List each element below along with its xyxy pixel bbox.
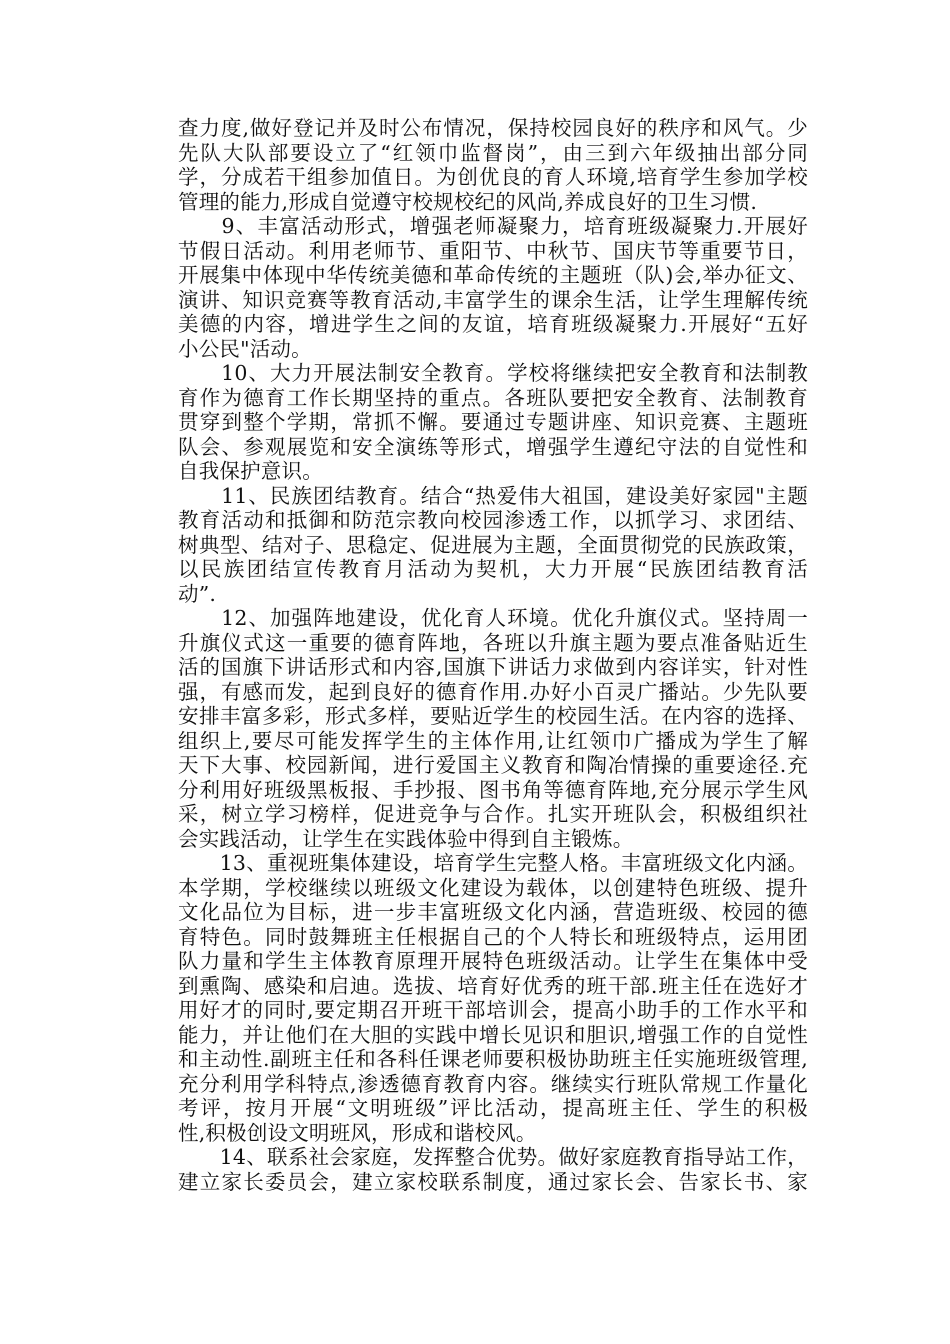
- text-line: 12、加强阵地建设，优化育人环境。优化升旗仪式。坚持周一: [178, 606, 808, 630]
- text-line: 建立家长委员会，建立家校联系制度，通过家长会、告家长书、家: [178, 1169, 808, 1194]
- text-line: 树典型、结对子、思稳定、促进展为主题，全面贯彻党的民族政策，: [178, 532, 808, 557]
- text-line: 先队大队部要设立了“红领巾监督岗”，由三到六年级抽出部分同: [178, 140, 808, 165]
- text-line: 查力度,做好登记并及时公布情况，保持校园良好的秩序和风气。少: [178, 116, 808, 140]
- text-line: 到熏陶、感染和启迪。选拔、培育好优秀的班干部.班主任在选好才: [178, 973, 808, 998]
- text-line: 能力，并让他们在大胆的实践中增长见识和胆识,增强工作的自觉性: [178, 1022, 808, 1047]
- paragraph: [178, 606, 808, 851]
- text-line: 美德的内容，增进学生之间的友谊，培育班级凝聚力.开展好“五好: [178, 312, 808, 336]
- text-line: 14、联系社会家庭，发挥整合优势。做好家庭教育指导站工作，: [178, 1145, 808, 1169]
- text-line: 组织上,要尽可能发挥学生的主体作用,让红领巾广播成为学生了解: [178, 728, 808, 753]
- text-line: 活的国旗下讲话形式和内容,国旗下讲话力求做到内容详实，针对性: [178, 655, 808, 679]
- text-line: 演讲、知识竞赛等教育活动,丰富学生的课余生活，让学生理解传统: [178, 287, 808, 312]
- text-line: 10、大力开展法制安全教育。学校将继续把安全教育和法制教: [178, 361, 808, 385]
- text-line: 11、民族团结教育。结合“热爱伟大祖国，建设美好家园"主题: [178, 483, 808, 508]
- text-line: 队力量和学生主体教育原理开展特色班级活动。让学生在集体中受: [178, 949, 808, 973]
- text-line: 队会、参观展览和安全演练等形式，增强学生遵纪守法的自觉性和: [178, 434, 808, 459]
- paragraph: [178, 116, 808, 214]
- text-line: 动”.: [178, 581, 217, 606]
- text-line: 和主动性.副班主任和各科任课老师要积极协助班主任实施班级管理,: [178, 1047, 808, 1071]
- text-line: 分利用好班级黑板报、手抄报、图书角等德育阵地,充分展示学生风: [178, 777, 808, 802]
- text-line: 本学期，学校继续以班级文化建设为载体，以创建特色班级、提升: [178, 875, 808, 900]
- text-line: 充分利用学科特点,渗透德育教育内容。继续实行班队常规工作量化: [178, 1071, 808, 1096]
- text-line: 13、重视班集体建设，培育学生完整人格。丰富班级文化内涵。: [178, 851, 808, 875]
- text-line: 自我保护意识。: [178, 459, 323, 483]
- text-line: 贯穿到整个学期，常抓不懈。要通过专题讲座、知识竞赛、主题班: [178, 410, 808, 434]
- text-line: 天下大事、校园新闻，进行爱国主义教育和陶冶情操的重要途径.充: [178, 753, 808, 777]
- text-line: 升旗仪式这一重要的德育阵地，各班以升旗主题为要点准备贴近生: [178, 630, 808, 655]
- paragraph: [178, 1145, 808, 1194]
- text-line: 安排丰富多彩，形式多样，要贴近学生的校园生活。在内容的选择、: [178, 704, 808, 728]
- text-line: 性,积极创设文明班风，形成和谐校风。: [178, 1120, 537, 1145]
- text-line: 开展集中体现中华传统美德和革命传统的主题班（队)会,举办征文、: [178, 263, 808, 287]
- text-line: 教育活动和抵御和防范宗教向校园渗透工作，以抓学习、求团结、: [178, 508, 808, 532]
- text-line: 9、丰富活动形式，增强老师凝聚力，培育班级凝聚力.开展好: [178, 214, 808, 238]
- text-line: 强，有感而发，起到良好的德育作用.办好小百灵广播站。少先队要: [178, 679, 808, 704]
- text-line: 小公民"活动。: [178, 336, 312, 361]
- text-line: 用好才的同时,要定期召开班干部培训会，提高小助手的工作水平和: [178, 998, 808, 1022]
- text-line: 文化品位为目标，进一步丰富班级文化内涵，营造班级、校园的德: [178, 900, 808, 924]
- paragraph: [178, 214, 808, 361]
- paragraph: [178, 484, 808, 607]
- paragraph: [178, 361, 808, 484]
- text-line: 节假日活动。利用老师节、重阳节、中秋节、国庆节等重要节日，: [178, 238, 808, 263]
- text-line: 管理的能力,形成自觉遵守校规校纪的风尚,养成良好的卫生习惯.: [178, 189, 758, 214]
- text-line: 以民族团结宣传教育月活动为契机，大力开展“民族团结教育活: [178, 557, 808, 581]
- text-line: 采，树立学习榜样，促进竞争与合作。扎实开班队会，积极组织社: [178, 802, 808, 826]
- document-page: [178, 116, 808, 1194]
- text-line: 会实践活动，让学生在实践体验中得到自主锻炼。: [178, 826, 634, 851]
- text-line: 考评，按月开展“文明班级”评比活动，提高班主任、学生的积极: [178, 1096, 808, 1120]
- text-line: 学，分成若干组参加值日。为创优良的育人环境,培育学生参加学校: [178, 165, 808, 189]
- text-line: 育作为德育工作长期坚持的重点。各班队要把安全教育、法制教育: [178, 385, 808, 410]
- paragraph: [178, 851, 808, 1145]
- text-line: 育特色。同时鼓舞班主任根据自己的个人特长和班级特点，运用团: [178, 924, 808, 949]
